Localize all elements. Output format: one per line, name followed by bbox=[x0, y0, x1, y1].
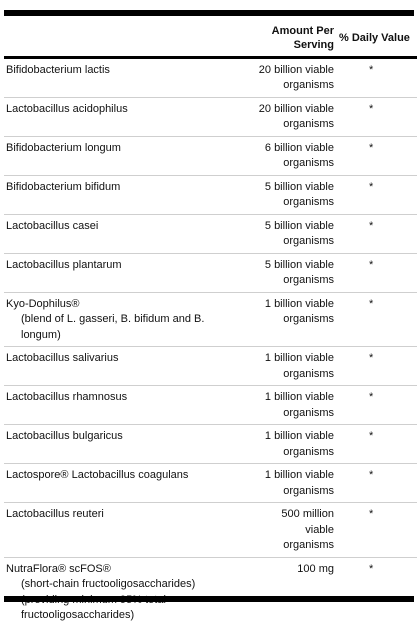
ingredient-name: Lactobacillus bulgaricus bbox=[6, 430, 123, 442]
ingredient-name: Lactobacillus acidophilus bbox=[6, 102, 128, 115]
table-row bbox=[4, 386, 417, 425]
ingredient-note: (short-chain fructooligosaccharides) fructooligosaccharides) bbox=[21, 578, 196, 621]
header-amount-line2: Serving bbox=[293, 39, 334, 51]
ingredient-name-cell bbox=[4, 175, 236, 214]
amount-cell bbox=[236, 347, 336, 386]
daily-value-asterisk: * bbox=[369, 63, 374, 76]
amount-text: 20 billion viable bbox=[258, 102, 334, 115]
daily-value-cell bbox=[336, 97, 417, 136]
daily-value-cell bbox=[336, 503, 417, 558]
daily-value-cell bbox=[336, 557, 417, 627]
ingredient-name-cell bbox=[4, 57, 236, 97]
amount-cell bbox=[236, 425, 336, 464]
ingredient-name-cell bbox=[4, 347, 236, 386]
daily-value-cell bbox=[336, 292, 417, 347]
ingredient-name-cell bbox=[4, 503, 236, 558]
nutrition-table bbox=[4, 16, 417, 627]
daily-value-asterisk: * bbox=[369, 562, 374, 575]
table-row bbox=[4, 136, 417, 175]
table-row bbox=[4, 253, 417, 292]
table-row bbox=[4, 464, 417, 503]
amount-text: 1 billion viable bbox=[264, 352, 334, 364]
daily-value-cell bbox=[336, 136, 417, 175]
daily-value-cell bbox=[336, 347, 417, 386]
amount-cell bbox=[236, 175, 336, 214]
amount-text: 1 billion viable bbox=[264, 430, 334, 442]
amount-text: organisms bbox=[283, 274, 334, 286]
bottom-rule bbox=[4, 596, 414, 602]
table-row bbox=[4, 425, 417, 464]
amount-text: 1 billion viable bbox=[264, 297, 334, 310]
amount-text: organisms bbox=[283, 484, 334, 497]
table-row bbox=[4, 557, 417, 627]
amount-cell bbox=[236, 136, 336, 175]
amount-text: viable bbox=[305, 523, 334, 536]
amount-text: 5 billion viable bbox=[264, 180, 334, 193]
amount-cell bbox=[236, 57, 336, 97]
amount-text: organisms bbox=[283, 367, 334, 380]
ingredient-name-cell bbox=[4, 464, 236, 503]
ingredient-name: Lactospore® Lactobacillus coagulans bbox=[6, 469, 189, 481]
ingredient-name: NutraFlora® scFOS® bbox=[6, 562, 111, 575]
supplement-facts-panel bbox=[4, 10, 414, 627]
table-row bbox=[4, 214, 417, 253]
ingredient-name: Lactobacillus rhamnosus bbox=[6, 391, 128, 403]
amount-cell bbox=[236, 214, 336, 253]
header-amount-line1: Amount Per bbox=[271, 25, 334, 37]
amount-text: organisms bbox=[283, 539, 334, 551]
daily-value-asterisk: * bbox=[369, 352, 374, 364]
daily-value-asterisk: * bbox=[369, 391, 374, 403]
amount-text: 6 billion viable bbox=[264, 141, 334, 154]
daily-value-asterisk: * bbox=[369, 258, 374, 271]
amount-text: 1 billion viable bbox=[264, 469, 334, 481]
daily-value-asterisk: * bbox=[369, 141, 374, 154]
daily-value-asterisk: * bbox=[369, 180, 374, 193]
daily-value-asterisk: * bbox=[369, 430, 374, 442]
daily-value-cell bbox=[336, 464, 417, 503]
amount-text: 1 billion viable bbox=[264, 391, 334, 403]
ingredient-name: Kyo-Dophilus® bbox=[6, 297, 80, 310]
daily-value-asterisk: * bbox=[369, 297, 374, 310]
table-row bbox=[4, 347, 417, 386]
amount-text: 500 million bbox=[281, 508, 334, 520]
amount-text: organisms bbox=[283, 445, 334, 458]
daily-value-cell bbox=[336, 214, 417, 253]
table-row bbox=[4, 175, 417, 214]
ingredient-name: Lactobacillus casei bbox=[6, 219, 99, 232]
daily-value-cell bbox=[336, 386, 417, 425]
amount-text: 5 billion viable bbox=[264, 258, 334, 271]
ingredient-name: Bifidobacterium lactis bbox=[6, 63, 110, 76]
amount-text: 20 billion viable bbox=[258, 63, 334, 76]
daily-value-asterisk: * bbox=[369, 102, 374, 115]
daily-value-cell bbox=[336, 175, 417, 214]
table-row bbox=[4, 292, 417, 347]
amount-cell bbox=[236, 97, 336, 136]
daily-value-asterisk: * bbox=[369, 219, 374, 232]
amount-cell bbox=[236, 464, 336, 503]
ingredient-name-cell bbox=[4, 386, 236, 425]
daily-value-cell bbox=[336, 425, 417, 464]
daily-value-asterisk: * bbox=[369, 508, 374, 520]
ingredient-name-cell bbox=[4, 253, 236, 292]
daily-value-cell bbox=[336, 253, 417, 292]
amount-text: 100 mg bbox=[297, 562, 334, 575]
table-row bbox=[4, 57, 417, 97]
daily-value-asterisk: * bbox=[369, 469, 374, 481]
header-amount-per-serving bbox=[236, 16, 336, 57]
table-header-row bbox=[4, 16, 417, 57]
amount-cell bbox=[236, 557, 336, 627]
ingredient-name: Bifidobacterium bifidum bbox=[6, 180, 121, 193]
table-row bbox=[4, 97, 417, 136]
amount-text: organisms bbox=[283, 196, 334, 208]
ingredient-name-cell bbox=[4, 425, 236, 464]
ingredient-name: Lactobacillus salivarius bbox=[6, 352, 119, 364]
table-row bbox=[4, 503, 417, 558]
ingredient-name: Lactobacillus plantarum bbox=[6, 258, 122, 271]
ingredient-name-cell bbox=[4, 97, 236, 136]
amount-text: organisms bbox=[283, 235, 334, 247]
ingredient-name-cell bbox=[4, 136, 236, 175]
amount-text: organisms bbox=[283, 406, 334, 419]
amount-text: organisms bbox=[283, 313, 334, 325]
amount-cell bbox=[236, 292, 336, 347]
ingredient-name: Lactobacillus reuteri bbox=[6, 508, 104, 520]
ingredient-name: Bifidobacterium longum bbox=[6, 141, 121, 154]
amount-text: organisms bbox=[283, 118, 334, 130]
amount-cell bbox=[236, 253, 336, 292]
amount-cell bbox=[236, 503, 336, 558]
amount-text: organisms bbox=[283, 157, 334, 169]
ingredient-name-cell bbox=[4, 214, 236, 253]
amount-cell bbox=[236, 386, 336, 425]
amount-text: 5 billion viable bbox=[264, 219, 334, 232]
ingredient-name-cell bbox=[4, 557, 236, 627]
amount-text: organisms bbox=[283, 79, 334, 91]
header-ingredient bbox=[4, 16, 236, 57]
daily-value-cell bbox=[336, 57, 417, 97]
ingredient-name-cell bbox=[4, 292, 236, 347]
header-daily-value: % Daily Value bbox=[339, 32, 410, 44]
ingredient-note: (blend of L. gasseri, B. bifidum and B. longum) bbox=[21, 313, 205, 341]
